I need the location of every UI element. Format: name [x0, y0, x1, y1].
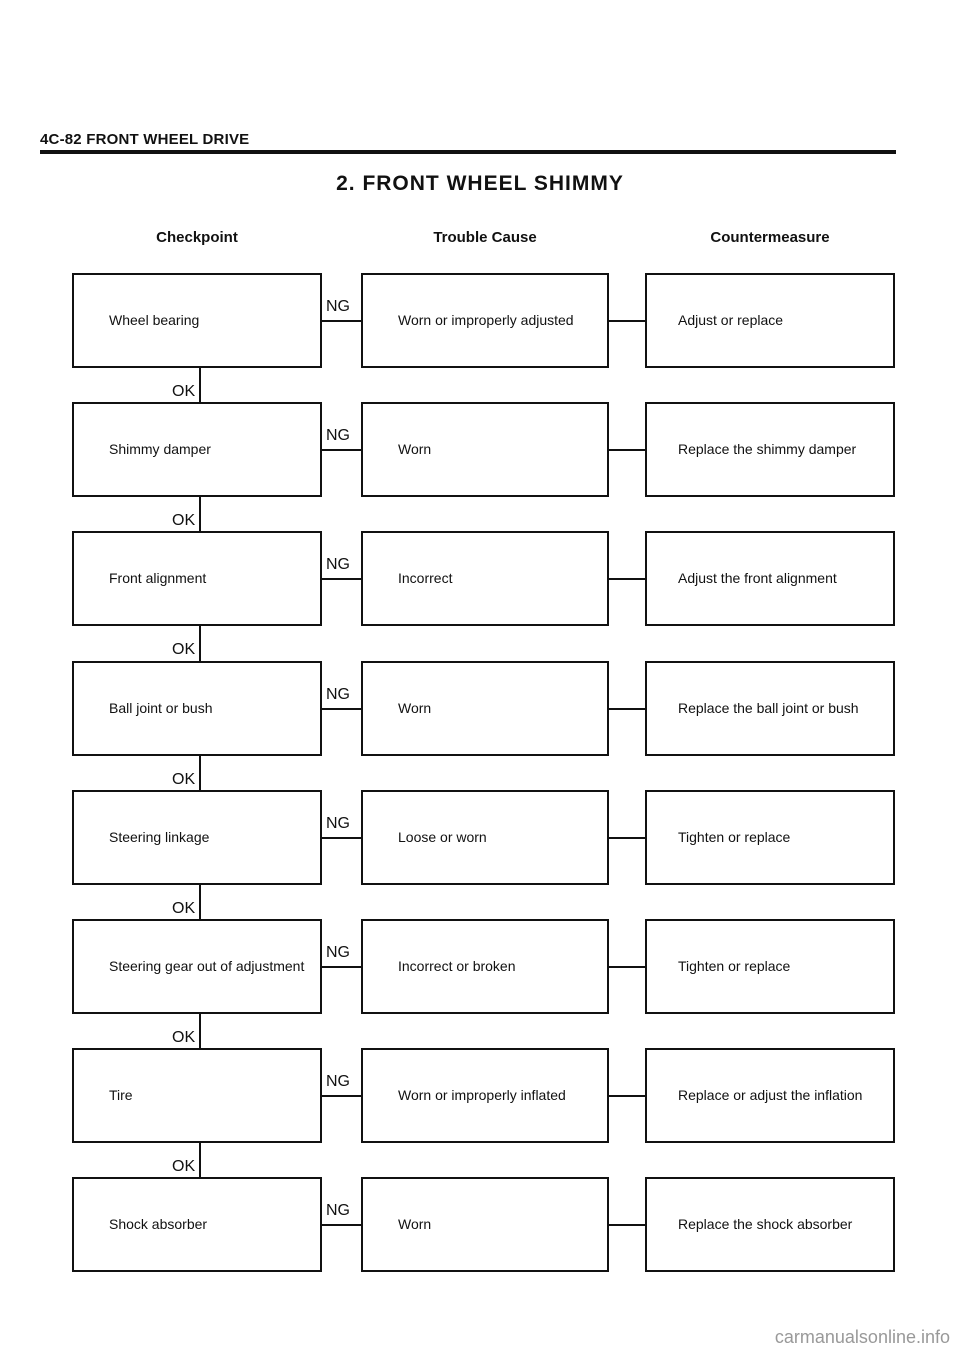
- ng-connector: [322, 1224, 361, 1226]
- cause-connector: [609, 320, 645, 322]
- checkpoint-box: [72, 661, 322, 756]
- trouble-cause-box: [361, 1177, 609, 1272]
- trouble-cause-box: [361, 919, 609, 1014]
- ng-label: NG: [326, 1201, 350, 1219]
- countermeasure-label: Tighten or replace: [678, 829, 791, 845]
- ng-connector: [322, 449, 361, 451]
- ng-label: NG: [326, 555, 350, 573]
- trouble-cause-label: Worn: [398, 1216, 432, 1232]
- watermark: carmanualsonline.info: [774, 1327, 950, 1347]
- ok-connector: [199, 368, 201, 402]
- cause-connector: [609, 966, 645, 968]
- trouble-cause-label: Incorrect or broken: [398, 958, 516, 974]
- checkpoint-box: [72, 273, 322, 368]
- countermeasure-label: Replace or adjust the inflation: [678, 1087, 863, 1103]
- checkpoint-label: Steering linkage: [109, 829, 210, 845]
- trouble-cause-box: [361, 402, 609, 497]
- cause-connector: [609, 708, 645, 710]
- checkpoint-box: [72, 1048, 322, 1143]
- countermeasure-label: Replace the ball joint or bush: [678, 700, 859, 716]
- ok-label: OK: [172, 512, 196, 529]
- countermeasure-label: Tighten or replace: [678, 958, 791, 974]
- checkpoint-box: [72, 531, 322, 626]
- section-header: 4C-82 FRONT WHEEL DRIVE: [40, 131, 250, 148]
- page-title: 2. FRONT WHEEL SHIMMY: [336, 172, 624, 195]
- countermeasure-box: [645, 402, 895, 497]
- countermeasure-box: [645, 919, 895, 1014]
- trouble-cause-label: Worn or improperly inflated: [398, 1087, 566, 1103]
- ok-connector: [199, 1143, 201, 1177]
- cause-connector: [609, 837, 645, 839]
- ng-label: NG: [326, 685, 350, 703]
- cause-connector: [609, 449, 645, 451]
- column-header-trouble-cause: Trouble Cause: [433, 229, 537, 246]
- countermeasure-box: [645, 273, 895, 368]
- checkpoint-label: Ball joint or bush: [109, 700, 213, 716]
- trouble-cause-label: Loose or worn: [398, 829, 487, 845]
- ok-connector: [199, 626, 201, 661]
- checkpoint-box: [72, 919, 322, 1014]
- cause-connector: [609, 578, 645, 580]
- ok-label: OK: [172, 900, 196, 917]
- checkpoint-box: [72, 790, 322, 885]
- ok-label: OK: [172, 1029, 196, 1046]
- cause-connector: [609, 1224, 645, 1226]
- countermeasure-box: [645, 1048, 895, 1143]
- ng-connector: [322, 578, 361, 580]
- trouble-cause-box: [361, 790, 609, 885]
- ng-connector: [322, 837, 361, 839]
- ng-label: NG: [326, 943, 350, 961]
- countermeasure-label: Adjust the front alignment: [678, 570, 837, 586]
- ok-connector: [199, 756, 201, 790]
- checkpoint-label: Shock absorber: [109, 1216, 208, 1232]
- ng-label: NG: [326, 297, 350, 315]
- ok-connector: [199, 1014, 201, 1048]
- ng-connector: [322, 966, 361, 968]
- ng-connector: [322, 320, 361, 322]
- ng-label: NG: [326, 426, 350, 444]
- ok-label: OK: [172, 383, 196, 400]
- ok-connector: [199, 497, 201, 531]
- checkpoint-box: [72, 402, 322, 497]
- countermeasure-box: [645, 531, 895, 626]
- countermeasure-label: Replace the shock absorber: [678, 1216, 853, 1232]
- checkpoint-label: Tire: [109, 1087, 133, 1103]
- ok-label: OK: [172, 771, 196, 788]
- checkpoint-box: [72, 1177, 322, 1272]
- ng-connector: [322, 708, 361, 710]
- trouble-cause-box: [361, 1048, 609, 1143]
- cause-connector: [609, 1095, 645, 1097]
- ok-label: OK: [172, 641, 196, 658]
- checkpoint-label: Steering gear out of adjustment: [109, 958, 305, 974]
- checkpoint-label: Front alignment: [109, 570, 207, 586]
- header-rule: [40, 150, 896, 154]
- countermeasure-box: [645, 661, 895, 756]
- trouble-cause-label: Incorrect: [398, 570, 453, 586]
- checkpoint-label: Wheel bearing: [109, 312, 200, 328]
- trouble-cause-label: Worn: [398, 441, 432, 457]
- ok-label: OK: [172, 1158, 196, 1175]
- countermeasure-box: [645, 1177, 895, 1272]
- countermeasure-label: Replace the shimmy damper: [678, 441, 857, 457]
- checkpoint-label: Shimmy damper: [109, 441, 211, 457]
- trouble-cause-box: [361, 661, 609, 756]
- trouble-cause-label: Worn: [398, 700, 432, 716]
- ng-label: NG: [326, 814, 350, 832]
- column-header-checkpoint: Checkpoint: [156, 229, 238, 246]
- trouble-cause-label: Worn or improperly adjusted: [398, 312, 574, 328]
- column-header-countermeasure: Countermeasure: [710, 229, 830, 246]
- ng-connector: [322, 1095, 361, 1097]
- countermeasure-label: Adjust or replace: [678, 312, 784, 328]
- trouble-cause-box: [361, 273, 609, 368]
- ok-connector: [199, 885, 201, 919]
- trouble-cause-box: [361, 531, 609, 626]
- countermeasure-box: [645, 790, 895, 885]
- ng-label: NG: [326, 1072, 350, 1090]
